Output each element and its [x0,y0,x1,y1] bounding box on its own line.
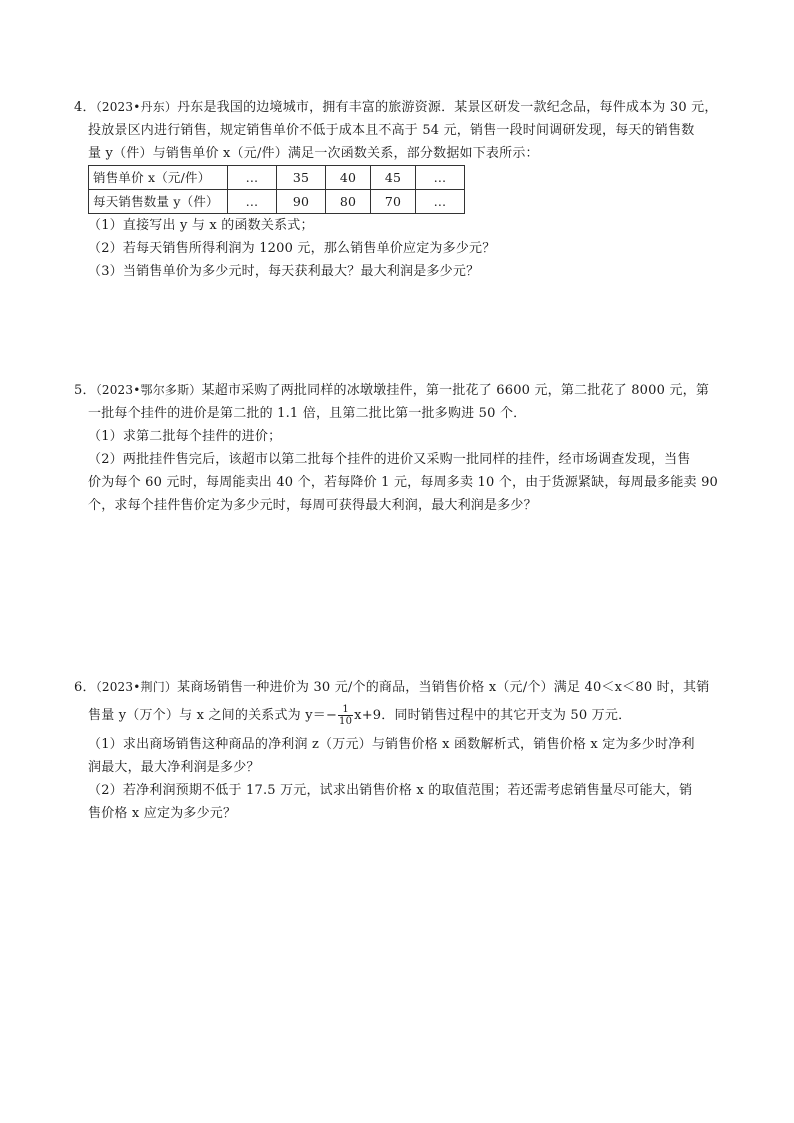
question: 润最大，最大净利润是多少？ [88,760,260,775]
problem-number: 4 [74,100,83,115]
question: （2）两批挂件售完后，该超市以第二批每个挂件的进价又采购一批同样的挂件，经市场调查发现，当售 [88,452,691,467]
problem-6-line-2 [74,699,722,733]
problem-text: 某超市采购了两批同样的冰墩墩挂件，第一批花了 6600 元，第二批花了 8000 元，第 [201,383,710,398]
question: 售价格 x 应定为多少元？ [88,806,237,821]
problem-text: 丹东是我国的边境城市，拥有丰富的旅游资源．某景区研发一款纪念品，每件成本为 30 元， [177,100,718,115]
question: （1）求出商场销售这种商品的净利润 z（万元）与销售价格 x 函数解析式，销售价格 x 定为多少时净利 [88,737,695,752]
question: 个，求每个挂件售价定为多少元时，每周可获得最大利润，最大利润是多少？ [88,498,537,513]
table-cell: … [416,166,465,190]
problem-4-line-2: 投放景区内进行销售，规定销售单价不低于成本且不高于 54 元，销售一段时间调研发现，每天的销售数 [88,123,695,138]
question: 价为每个 60 元时，每周能卖出 40 个，若每降价 1 元，每周多卖 10 个，由于货源紧缺，每周最多能卖 90 [88,475,719,490]
table-row [89,190,465,214]
problem-6 [74,676,722,825]
question: （3）当销售单价为多少元时，每天获利最大？最大利润是多少元？ [88,264,480,279]
fraction-numerator: 1 [338,704,353,716]
question: （1）直接写出 y 与 x 的函数关系式； [88,218,314,233]
table-cell: 80 [326,190,371,214]
table-row-label: 销售单价 x（元/件） [89,166,228,190]
question: （2）若每天销售所得利润为 1200 元，那么销售单价应定为多少元？ [88,241,496,256]
problem-4-line-1: 4．（2023•丹东）丹东是我国的边境城市，拥有丰富的旅游资源．某景区研发一款纪念品，每件成本为 30 元， [74,100,718,115]
question: （1）求第二批每个挂件的进价； [88,429,282,444]
problem-5 [74,379,722,517]
problem-number: 6 [74,680,83,695]
fraction [338,704,353,727]
problem-source: （2023•鄂尔多斯） [95,383,202,397]
table-row [89,166,465,190]
problem-5-line-2: 一批每个挂件的进价是第二批的 1.1 倍，且第二批比第一批多购进 50 个． [88,406,527,421]
problem-number: 5 [74,383,83,398]
question: （2）若净利润预期不低于 17.5 万元，试求出销售价格 x 的取值范围；若还需考虑销售量尽可能大，销 [88,783,693,798]
problem-source: （2023•丹东） [95,100,178,114]
problem-5-line-1: 5．（2023•鄂尔多斯）某超市采购了两批同样的冰墩墩挂件，第一批花了 6600 元，第二批花了 8000 元，第 [74,383,710,398]
formula-prefix: 售量 y（万个）与 x 之间的关系式为 y＝− [88,708,338,723]
table-cell: … [228,166,277,190]
table-cell: 40 [326,166,371,190]
table-cell: 35 [277,166,326,190]
table-cell: … [228,190,277,214]
fraction-denominator: 10 [339,716,353,727]
problem-4-line-3: 量 y（件）与销售单价 x（元/件）满足一次函数关系，部分数据如下表所示： [88,146,539,161]
data-table [88,165,465,214]
formula-suffix: x+9．同时销售过程中的其它开支为 50 万元． [354,708,632,723]
problem-text: 某商场销售一种进价为 30 元/个的商品，当销售价格 x（元/个）满足 40＜x＜80 时，其销 [177,680,710,695]
table-cell: … [416,190,465,214]
problem-4 [74,96,722,283]
table-cell: 70 [371,190,416,214]
problem-6-line-1: 6．（2023•荆门）某商场销售一种进价为 30 元/个的商品，当销售价格 x（元/个）满足 40＜x＜80 时，其销 [74,680,710,695]
table-row-label: 每天销售数量 y（件） [89,190,228,214]
table-cell: 45 [371,166,416,190]
table-cell: 90 [277,190,326,214]
problem-source: （2023•荆门） [95,680,178,694]
